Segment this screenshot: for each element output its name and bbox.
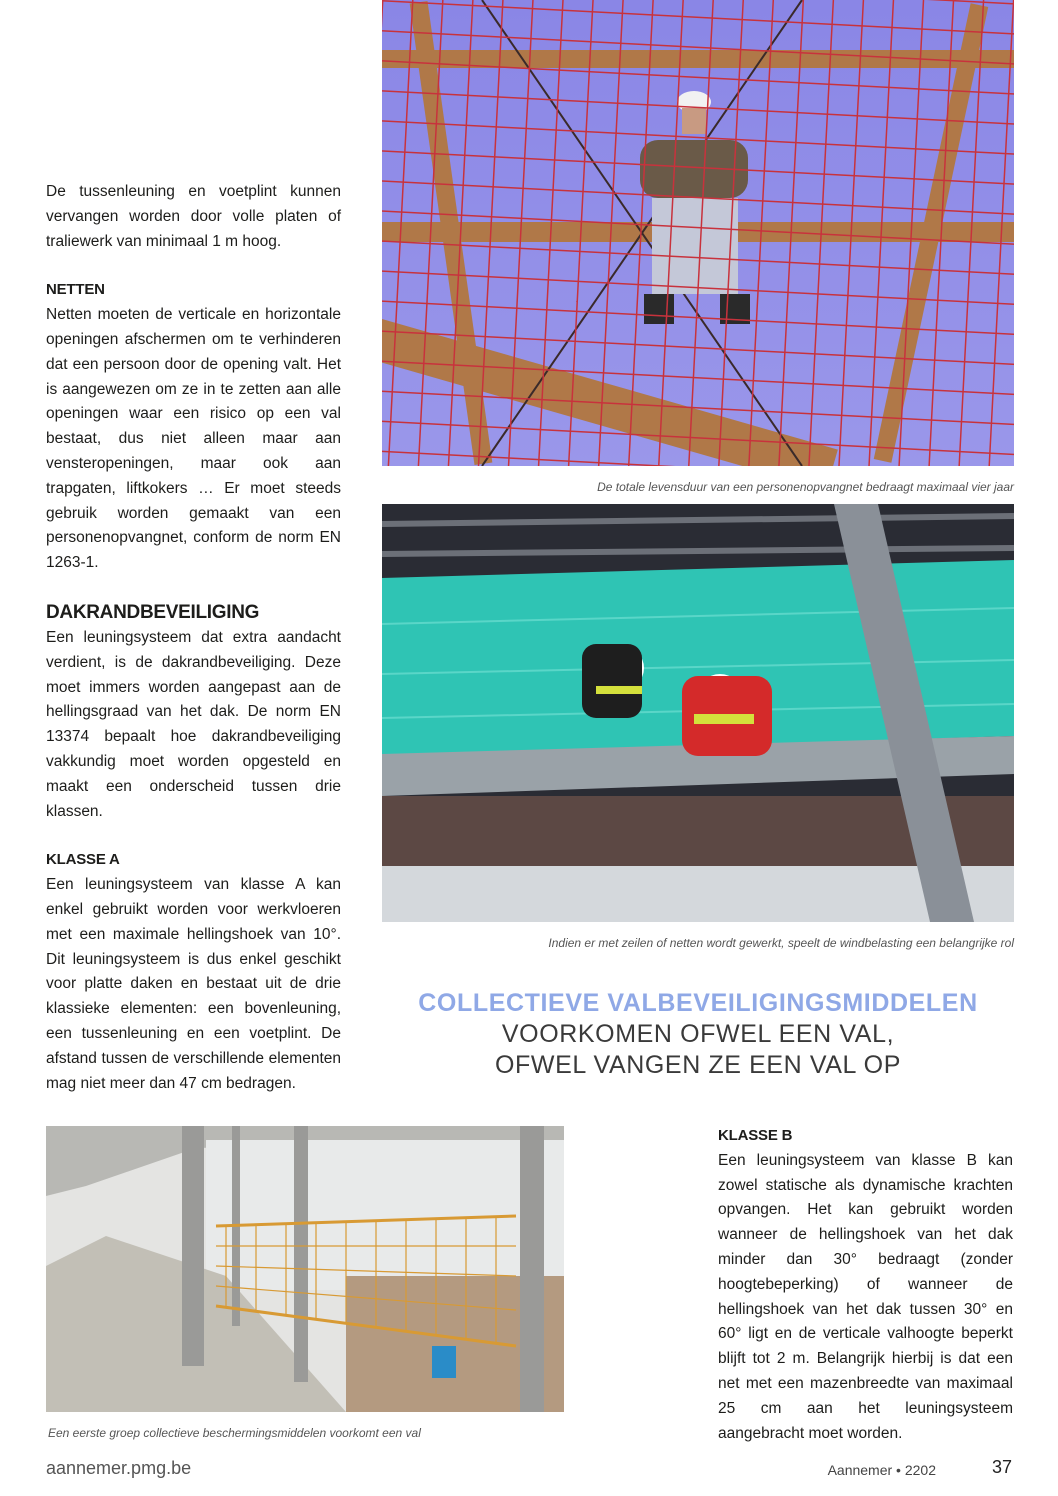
- dakrand-paragraph: Een leuningsysteem dat extra aandacht verdient, is de dakrandbeveiliging. Deze moet immers worden aangepast aan de hellingsgraad van het dak. De norm EN 13374 bepaalt hoe dakrandbeveiliging vakkundig moet worden opgesteld en maakt een onderscheid tussen drie klassen.: [46, 628, 341, 820]
- page-number: 37: [992, 1457, 1013, 1477]
- klasse-a-heading: KLASSE A: [46, 851, 120, 869]
- safety-net-photo: [382, 0, 1014, 466]
- dakrand-heading: DAKRANDBEVEILIGING: [46, 601, 260, 623]
- roof-photo-caption: Indien er met zeilen of netten wordt gewerkt, speelt de windbelasting een belangrijke rol: [548, 936, 1014, 950]
- left-text-column: [46, 180, 341, 1096]
- klasse-b-paragraph: Een leuningsysteem van klasse B kan zowel statische als dynamische krachten opvangen. Het kan gebruikt worden wanneer de hellingshoek van het dak minder dan 30° bedraagt (zonder hoogtebeperking) of wanneer de hellingshoek van het dak tussen 30° en 60° ligt en de verticale valhoogte beperkt blijft tot 2 m. Belangrijk hierbij is dat een net met een mazenbreedte van maximaal 25 cm aan het leuningsysteem aangebracht moet worden.: [718, 1151, 1013, 1442]
- pull-quote-line-2: VOORKOMEN OFWEL EEN VAL,: [501, 1020, 895, 1048]
- railing-photo-caption: Een eerste groep collectieve beschermingsmiddelen voorkomt een val: [48, 1426, 421, 1440]
- pull-quote: [382, 988, 1014, 1081]
- pull-quote-line-1: COLLECTIEVE VALBEVEILIGINGSMIDDELEN: [418, 989, 978, 1017]
- intro-paragraph: De tussenleuning en voetplint kunnen vervangen worden door volle platen of traliewerk van minimaal 1 m hoog.: [46, 183, 341, 250]
- klasse-b-heading: KLASSE B: [718, 1127, 793, 1144]
- footer-magazine: Aannemer • 2202: [827, 1462, 936, 1478]
- pull-quote-line-3: OFWEL VANGEN ZE EEN VAL OP: [495, 1051, 901, 1079]
- footer-website: aannemer.pmg.be: [46, 1458, 192, 1478]
- right-text-column: [718, 1124, 1013, 1446]
- net-photo-caption: De totale levensduur van een personenopvangnet bedraagt maximaal vier jaar: [597, 480, 1014, 494]
- klasse-a-paragraph: Een leuningsysteem van klasse A kan enkel gebruikt worden voor werkvloeren met een maximale hellingshoek van 10°. Dit leuningsysteem is dus enkel geschikt voor platte daken en bestaat uit de drie klassieke elementen: een bovenleuning, een tussenleuning en een voetplint. De afstand tussen de verschillende elementen mag niet meer dan 47 cm bedragen.: [46, 876, 341, 1092]
- netten-paragraph: Netten moeten de verticale en horizontale openingen afschermen om te verhinderen dat een persoon door de opening valt. Het is aangewezen om ze in te zetten aan alle openingen waar een risico op een val bestaat, dus niet alleen maar aan vensteropeningen, maar ook aan trapgaten, liftkokers … Er moet steeds gebruik worden gemaakt van een personenopvangnet, conform de norm EN 1263-1.: [46, 306, 341, 572]
- netten-heading: NETTEN: [46, 281, 105, 299]
- roof-workers-photo: [382, 504, 1014, 922]
- railing-photo: [46, 1126, 564, 1412]
